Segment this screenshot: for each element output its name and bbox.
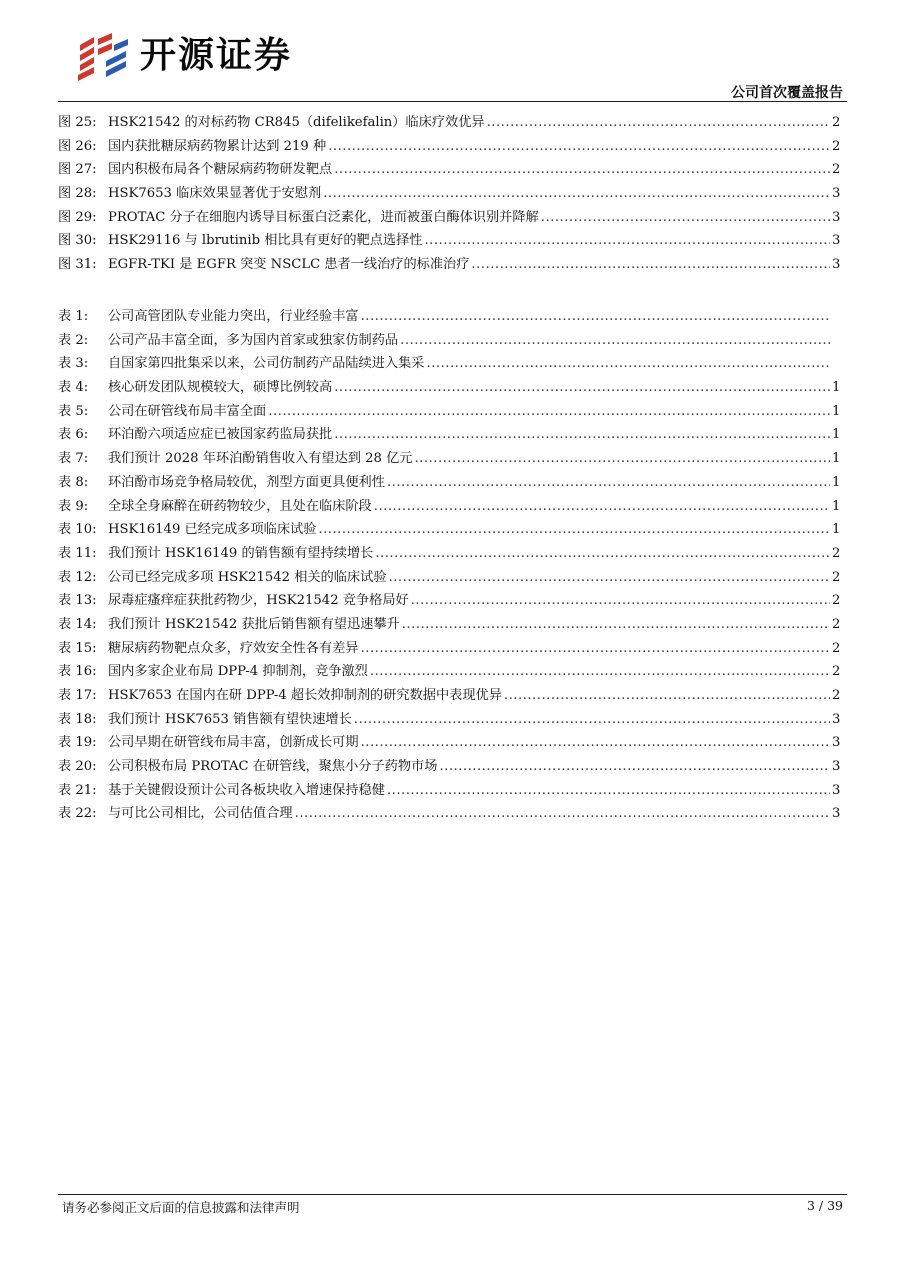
table-entry[interactable] <box>58 589 840 613</box>
table-entry-label: 表 16: <box>58 664 97 680</box>
table-entry-label: 表 10: <box>58 522 97 538</box>
table-entry[interactable] <box>58 305 840 329</box>
figure-entry-label: 图 27: <box>58 162 97 178</box>
figure-entry[interactable] <box>58 111 840 135</box>
table-entry-title: 公司产品丰富全面，多为国内首家或独家仿制药品 <box>108 332 399 348</box>
leader-dots <box>361 637 830 661</box>
figure-entry-page: 3 <box>832 209 841 225</box>
table-entry-title: 环泊酚市场竞争格局较优，剂型方面更具便利性 <box>108 474 385 490</box>
table-entry[interactable] <box>58 684 840 708</box>
figure-entry-title: 国内积极布局各个糖尿病药物研发靶点 <box>108 162 333 178</box>
kaiyuan-logo-icon <box>76 31 130 81</box>
table-entry-label: 表 3: <box>58 356 89 372</box>
figure-entry-page: 3 <box>832 233 841 249</box>
table-entry-title: 基于关键假设预计公司各板块收入增速保持稳健 <box>108 782 385 798</box>
leader-dots <box>334 158 830 182</box>
table-entry-page: 2 <box>832 569 841 585</box>
table-entry[interactable] <box>58 423 840 447</box>
table-entry-page: 1 <box>832 427 841 443</box>
table-entry-title: 与可比公司相比，公司估值合理 <box>108 806 293 822</box>
table-entry[interactable] <box>58 755 840 779</box>
page-header <box>0 0 905 100</box>
table-entry-title: 自国家第四批集采以来，公司仿制药产品陆续进入集采 <box>108 356 425 372</box>
table-entry[interactable] <box>58 376 840 400</box>
table-entry[interactable] <box>58 400 840 424</box>
table-entry-title: 环泊酚六项适应症已被国家药监局获批 <box>108 427 333 443</box>
table-entry-label: 表 17: <box>58 688 97 703</box>
table-index <box>58 305 840 826</box>
leader-dots <box>387 779 830 803</box>
leader-dots <box>471 253 830 277</box>
table-entry[interactable] <box>58 329 840 353</box>
leader-dots <box>402 613 830 637</box>
figure-entry-label: 图 29: <box>58 209 97 225</box>
figure-entry-label: 图 26: <box>58 138 97 154</box>
figure-entry-title: HSK7653 临床效果显著优于安慰剂 <box>108 186 322 202</box>
figure-entry-page: 2 <box>832 115 841 130</box>
leader-dots <box>504 684 830 708</box>
header-divider <box>58 101 847 102</box>
table-entry-label: 表 4: <box>58 380 89 396</box>
table-entry[interactable] <box>58 518 840 542</box>
table-entry-title: 尿毒症瘙痒症获批药物少，HSK21542 竞争格局好 <box>108 593 409 609</box>
table-entry-page: 1 <box>832 451 841 467</box>
figure-entry-page: 2 <box>832 138 841 154</box>
table-entry-label: 表 2: <box>58 332 89 348</box>
table-entry-label: 表 7: <box>58 451 89 467</box>
leader-dots <box>414 447 830 471</box>
table-entry[interactable] <box>58 447 840 471</box>
figure-entry[interactable] <box>58 135 840 159</box>
table-entry[interactable] <box>58 542 840 566</box>
figure-entry[interactable] <box>58 182 840 206</box>
table-entry-label: 表 5: <box>58 403 89 419</box>
table-entry-label: 表 18: <box>58 711 97 727</box>
table-entry[interactable] <box>58 731 840 755</box>
table-entry-label: 表 22: <box>58 806 97 822</box>
table-entry-page: 2 <box>832 688 841 703</box>
figure-entry[interactable] <box>58 158 840 182</box>
table-entry[interactable] <box>58 471 840 495</box>
leader-dots <box>427 352 831 376</box>
table-entry-page: 2 <box>832 640 841 656</box>
figure-entry-title: PROTAC 分子在细胞内诱导目标蛋白泛素化，进而被蛋白酶体识别并降解 <box>108 209 539 225</box>
figure-list <box>58 111 840 277</box>
table-entry-title: 公司在研管线布局丰富全面 <box>108 403 267 419</box>
table-entry-page: 3 <box>832 806 841 822</box>
table-entry-label: 表 19: <box>58 735 97 751</box>
figure-entry[interactable] <box>58 253 840 277</box>
leader-dots <box>334 376 830 400</box>
leader-dots <box>487 111 830 135</box>
figure-entry-label: 图 30: <box>58 233 97 249</box>
brand-logo <box>76 30 292 82</box>
leader-dots <box>411 589 830 613</box>
table-list <box>58 305 840 826</box>
leader-dots <box>387 471 830 495</box>
leader-dots <box>318 518 830 542</box>
table-entry-label: 表 1: <box>58 309 89 324</box>
figure-index <box>58 111 840 277</box>
figure-entry-label: 图 31: <box>58 257 97 273</box>
leader-dots <box>370 660 830 684</box>
table-entry-page: 3 <box>832 711 841 727</box>
page-number: 3 / 39 <box>806 1198 843 1213</box>
figure-entry-title: HSK29116 与 lbrutinib 相比具有更好的靶点选择性 <box>108 233 423 249</box>
table-entry-title: 我们预计 HSK21542 获批后销售额有望迅速攀升 <box>108 616 400 632</box>
brand-name: 开源证券 <box>140 35 293 76</box>
leader-dots <box>400 329 830 353</box>
table-entry-page: 3 <box>832 735 841 751</box>
table-entry-title: 公司早期在研管线布局丰富，创新成长可期 <box>108 735 359 751</box>
table-entry-page: 2 <box>832 616 841 632</box>
table-entry[interactable] <box>58 637 840 661</box>
table-entry-title: 全球全身麻醉在研药物较少，且处在临床阶段 <box>108 498 372 514</box>
table-entry-label: 表 21: <box>58 782 97 798</box>
leader-dots <box>541 206 830 230</box>
leader-dots <box>361 731 830 755</box>
table-entry[interactable] <box>58 495 840 519</box>
table-entry[interactable] <box>58 613 840 637</box>
table-entry[interactable] <box>58 708 840 732</box>
figure-entry-page: 3 <box>832 186 841 202</box>
table-entry-page: 3 <box>832 759 841 775</box>
table-entry-label: 表 6: <box>58 427 89 443</box>
leader-dots <box>334 423 830 447</box>
table-entry-title: 我们预计 HSK16149 的销售额有望持续增长 <box>108 545 374 561</box>
figure-entry[interactable] <box>58 206 840 230</box>
leader-dots <box>295 802 830 826</box>
table-entry-label: 表 13: <box>58 593 97 609</box>
table-entry-title: 我们预计 HSK7653 销售额有望快速增长 <box>108 711 352 727</box>
table-entry-label: 表 12: <box>58 569 97 585</box>
table-entry[interactable] <box>58 660 840 684</box>
table-entry-title: HSK7653 在国内在研 DPP-4 超长效抑制剂的研究数据中表现优异 <box>108 688 502 703</box>
leader-dots <box>389 566 830 590</box>
figure-entry-page: 2 <box>832 162 841 178</box>
table-entry-page: 1 <box>832 474 841 490</box>
leader-dots <box>323 182 830 206</box>
table-entry-page: 1 <box>832 522 841 538</box>
table-entry-title: 核心研发团队规模较大，硕博比例较高 <box>108 380 333 396</box>
table-entry[interactable] <box>58 779 840 803</box>
leader-dots <box>268 400 830 424</box>
leader-dots <box>354 708 830 732</box>
table-entry-title: HSK16149 已经完成多项临床试验 <box>108 522 317 538</box>
leader-dots <box>439 755 830 779</box>
table-entry-page: 1 <box>832 498 841 514</box>
table-entry-title: 糖尿病药物靶点众多，疗效安全性各有差异 <box>108 640 359 656</box>
table-entry-page: 3 <box>832 782 841 798</box>
table-entry-label: 表 15: <box>58 640 97 656</box>
table-entry-page: 2 <box>832 593 841 609</box>
table-entry-label: 表 20: <box>58 759 97 775</box>
figure-entry[interactable] <box>58 229 840 253</box>
figure-entry-label: 图 28: <box>58 186 97 202</box>
table-entry-title: 国内多家企业布局 DPP-4 抑制剂，竞争激烈 <box>108 664 368 680</box>
table-entry[interactable] <box>58 352 840 376</box>
table-entry-page: 2 <box>832 545 841 561</box>
table-entry-label: 表 9: <box>58 498 89 514</box>
report-type-label: 公司首次覆盖报告 <box>731 85 843 101</box>
table-entry-page: 1 <box>832 403 841 419</box>
leader-dots <box>424 229 830 253</box>
table-entry[interactable] <box>58 566 840 590</box>
leader-dots <box>375 542 830 566</box>
table-entry-title: 公司高管团队专业能力突出，行业经验丰富 <box>108 309 359 324</box>
table-entry-title: 我们预计 2028 年环泊酚销售收入有望达到 28 亿元 <box>108 451 413 467</box>
table-entry-label: 表 14: <box>58 616 97 632</box>
figure-entry-label: 图 25: <box>58 115 97 130</box>
figure-entry-title: HSK21542 的对标药物 CR845（difelikefalin）临床疗效优异 <box>108 115 485 130</box>
figure-entry-title: EGFR-TKI 是 EGFR 突变 NSCLC 患者一线治疗的标准治疗 <box>108 257 470 273</box>
table-entry-title: 公司积极布局 PROTAC 在研管线，聚焦小分子药物市场 <box>108 759 438 775</box>
leader-dots <box>374 495 830 519</box>
footer-divider <box>58 1194 847 1195</box>
table-entry-label: 表 8: <box>58 474 89 490</box>
figure-entry-title: 国内获批糖尿病药物累计达到 219 种 <box>108 138 327 154</box>
footer-disclaimer: 请务必参阅正文后面的信息披露和法律声明 <box>62 1200 300 1215</box>
table-entry-page: 1 <box>832 380 841 396</box>
table-entry[interactable] <box>58 802 840 826</box>
leader-dots <box>328 135 830 159</box>
figure-entry-page: 3 <box>832 257 841 273</box>
leader-dots <box>361 305 830 329</box>
table-entry-label: 表 11: <box>58 545 97 561</box>
table-entry-title: 公司已经完成多项 HSK21542 相关的临床试验 <box>108 569 387 585</box>
table-entry-page: 2 <box>832 664 841 680</box>
